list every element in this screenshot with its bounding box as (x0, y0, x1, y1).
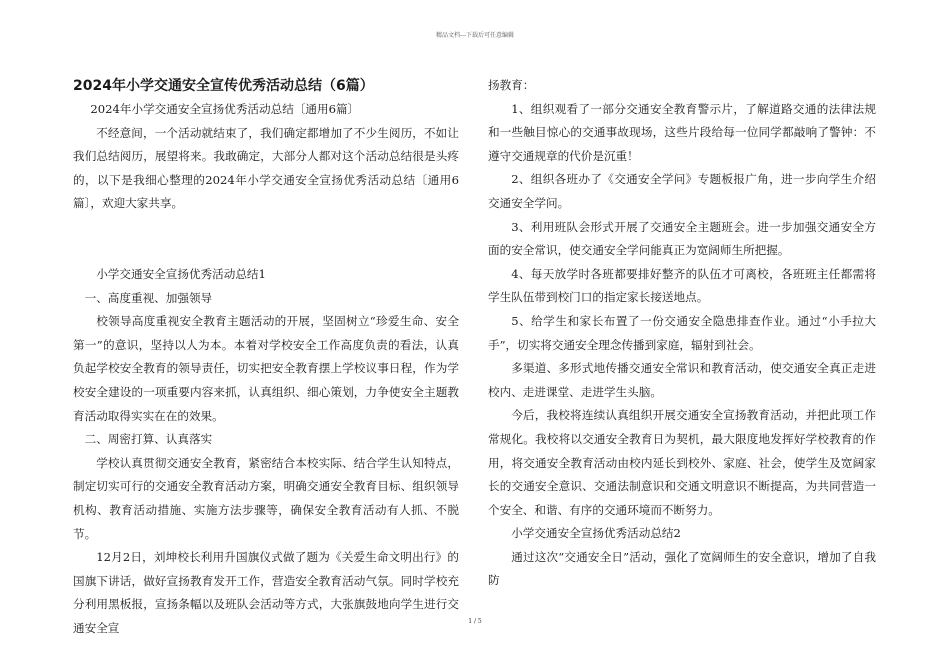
document-title: 2024年小学交通安全宣传优秀活动总结（6篇） (73, 78, 374, 94)
list-item: 4、每天放学时各班都要排好整齐的队伍才可离校，各班班主任都需将学生队伍带到校门口的指定家长接送地点。 (488, 266, 876, 305)
list-item: 3、利用班队会形式开展了交通安全主题班会。进一步加强交通安全方面的安全常识，使交通安全学问能真正为宽阔师生所把握。 (488, 219, 876, 258)
blank-gap (73, 216, 459, 263)
paragraph-1: 校领导高度重视安全教育主题活动的开展，坚固树立“珍爱生命、安全第一”的意识，坚持以人为本。本着对学校安全工作高度负责的看法，认真负起学校安全教育的领导责任，切实把安全教育摆上学校议事日程，作为学校安全建设的一项重要内容来抓，认真组织、细心策划，力争使安全主题教育活动取得实实在在的效果。 (73, 314, 459, 423)
list-item: 2、组织各班办了《交通安全学问》专题板报广角，进一步向学生介绍交通安全学问。 (488, 172, 876, 210)
page-header: 精品文档---下载后可任意编辑 (435, 32, 515, 39)
paragraph-2: 学校认真贯彻交通安全教育，紧密结合本校实际、结合学生认知特点，制定切实可行的交通安全教育活动方案，明确交通安全教育目标、组织领导机构、教育活动措施、实施方法步骤等，确保安全教育活动有人抓、不脱节。 (73, 455, 459, 541)
paragraph-6: 通过这次“交通安全日”活动，强化了宽阔师生的安全意识，增加了自我防 (488, 549, 876, 588)
left-column (73, 74, 459, 640)
paragraph-4: 多渠道、多形式地传播交通安全常识和教育活动，使交通安全真正走进校内、走进课堂、走进学生头脑。 (488, 361, 876, 399)
paragraph-5: 今后，我校将连续认真组织开展交通安全宣扬教育活动，并把此项工作常规化。我校将以交通安全教育日为契机，最大限度地发挥好学校教育的作用，将交通安全教育活动由校内延长到校外、家庭、社会，使学生及宽阔家长的交通安全意识、交通法制意识和交通文明意识不断提高，为共同营造一个安全、和谐、有序的交通环境而不断努力。 (488, 408, 876, 517)
section-2-title: 小学交通安全宣扬优秀活动总结2 (511, 526, 681, 541)
heading-1: 一、高度重视、加强领导 (84, 290, 213, 305)
heading-2: 二、周密打算、认真落实 (84, 432, 213, 447)
paragraph-3-continued: 扬教育： (488, 78, 535, 92)
intro-paragraph: 不经意间，一个活动就结束了，我们确定都增加了不少生阅历，不如让我们总结阅历，展望将来。我敢确定，大部分人都对这个活动总结很是头疼的，以下是我细心整理的2024年小学交通安全宣扬优秀活动总结〔通用6篇〕，欢迎大家共享。 (73, 125, 459, 211)
document-subtitle: 2024年小学交通安全宣扬优秀活动总结〔通用6篇〕 (90, 102, 360, 116)
page-number: 1 / 5 (468, 618, 482, 625)
list-item: 1、组织观看了一部分交通安全教育警示片，了解道路交通的法律法规和一些触目惊心的交通事故现场，这些片段给每一位同学都敲响了警钟：不遵守交通规章的代价是沉重！ (488, 101, 876, 163)
list-item: 5、给学生和家长布置了一份交通安全隐患排查作业。通过“小手拉大手”，切实将交通安全理念传播到家庭，辐射到社会。 (488, 313, 876, 352)
paragraph-3: 12月2日，刘坤校长利用升国旗仪式做了题为《关爱生命文明出行》的国旗下讲话，做好宣扬教育发开工作，营造安全教育活动气氛。同时学校充分利用黑板报，宣扬条幅以及班队会活动等方式，大张旗鼓地向学生进行交通安全宣 (73, 550, 459, 635)
section-1-title: 小学交通安全宣扬优秀活动总结1 (96, 266, 266, 281)
right-column (488, 74, 876, 593)
